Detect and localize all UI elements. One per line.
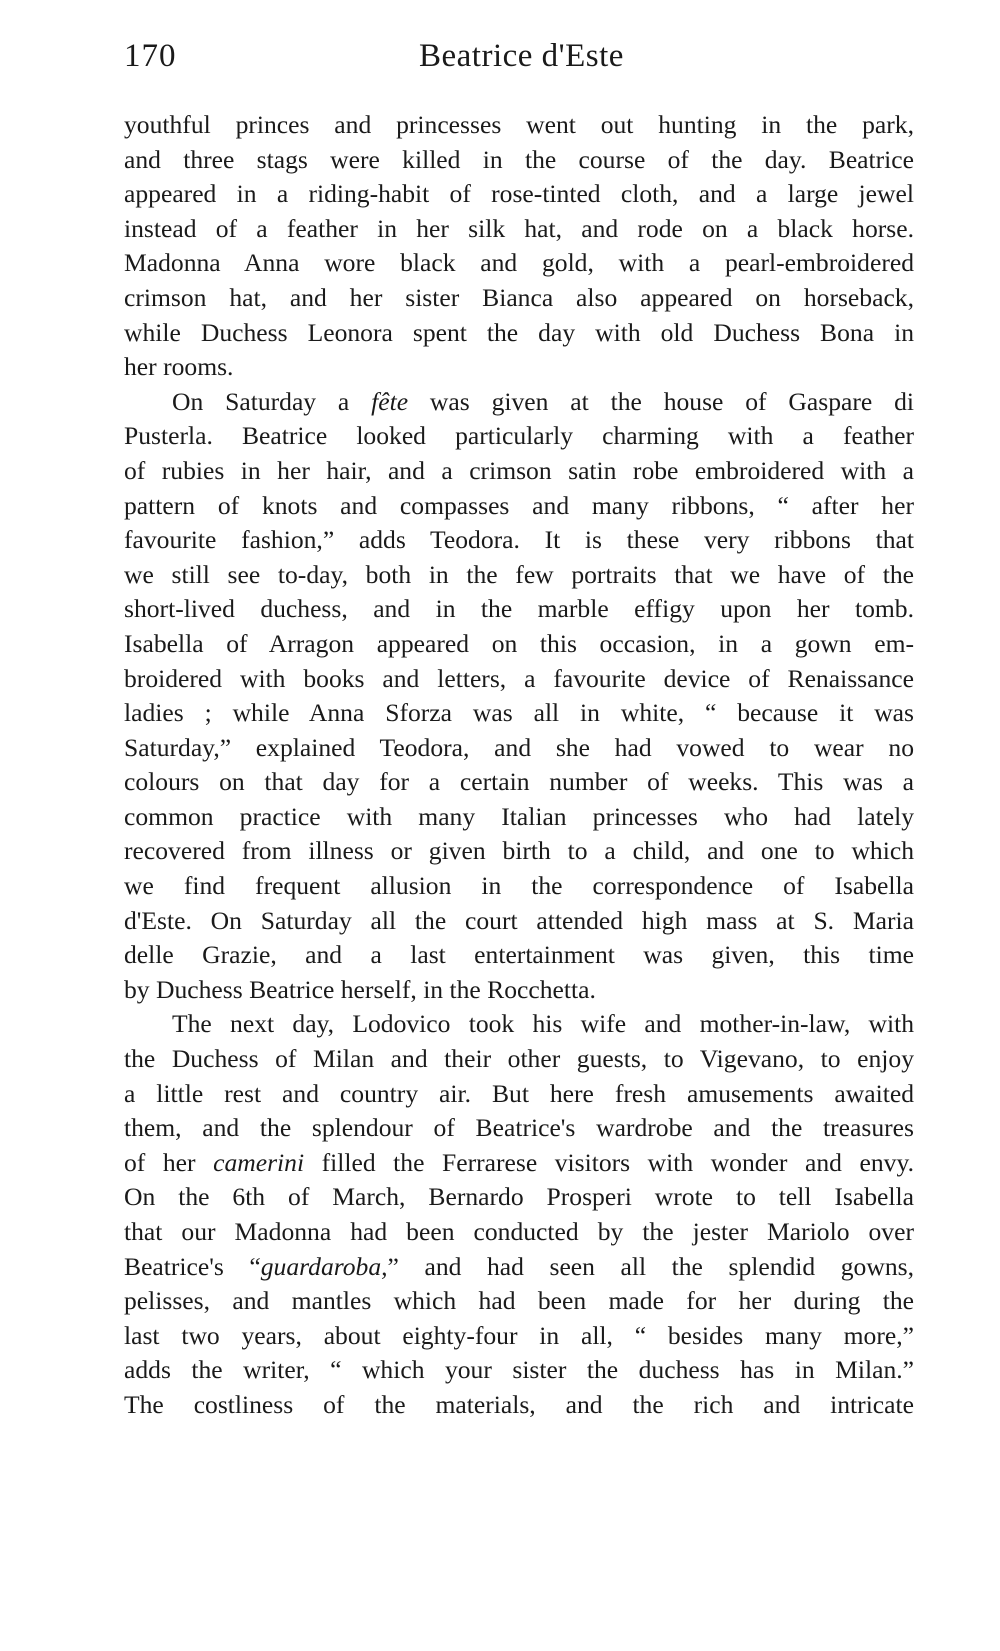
text-line: broidered with books and letters, a favourite device of Renaissance — [124, 663, 914, 693]
text-line: ladies ; while Anna Sforza was all in white, “ because it was — [124, 698, 914, 728]
text-line: appeared in a riding-habit of rose-tinted cloth, and a large jewel — [124, 179, 914, 209]
text-line: recovered from illness or given birth to a child, and one to which — [124, 836, 914, 866]
text-line: The next day, Lodovico took his wife and mother-in-law, with — [172, 1009, 914, 1039]
body-text — [124, 108, 914, 1423]
text-line: last two years, about eighty-four in all, “ besides many more,” — [124, 1320, 914, 1350]
text-line: pelisses, and mantles which had been made for her during the — [124, 1286, 914, 1316]
text-line: of rubies in her hair, and a crimson satin robe embroidered with a — [124, 455, 914, 485]
running-head — [124, 38, 914, 82]
text-line: them, and the splendour of Beatrice's wardrobe and the treasures — [124, 1113, 914, 1143]
text-line: youthful princes and princesses went out hunting in the park, — [124, 110, 914, 139]
text-line: while Duchess Leonora spent the day with old Duchess Bona in — [124, 317, 914, 347]
text-line: Beatrice's “guardaroba,” and had seen all the splendid gowns, — [124, 1251, 914, 1281]
text-line: common practice with many Italian princesses who had lately — [124, 801, 914, 831]
paragraph — [124, 108, 914, 385]
text-line: the Duchess of Milan and their other guests, to Vigevano, to enjoy — [124, 1044, 914, 1074]
text-line: favourite fashion,” adds Teodora. It is these very ribbons that — [124, 525, 914, 555]
text-line: On the 6th of March, Bernardo Prosperi wrote to tell Isabella — [124, 1182, 914, 1212]
text-line: and three stags were killed in the course of the day. Beatrice — [124, 144, 914, 174]
text-line: a little rest and country air. But here fresh amusements awaited — [124, 1078, 914, 1108]
text-line: instead of a feather in her silk hat, and rode on a black horse. — [124, 213, 914, 243]
text-line: crimson hat, and her sister Bianca also appeared on horseback, — [124, 282, 914, 312]
text-line: short-lived duchess, and in the marble effigy upon her tomb. — [124, 594, 914, 624]
paragraph — [124, 385, 914, 1008]
text-line: colours on that day for a certain number of weeks. This was a — [124, 767, 914, 797]
page-number: 170 — [124, 38, 177, 74]
text-line: that our Madonna had been conducted by the jester Mariolo over — [124, 1217, 914, 1246]
text-line: Pusterla. Beatrice looked particularly charming with a feather — [124, 421, 914, 451]
text-line: adds the writer, “ which your sister the duchess has in Milan.” — [124, 1355, 914, 1385]
text-line: her rooms. — [124, 352, 234, 382]
text-line: delle Grazie, and a last entertainment was given, this time — [124, 940, 914, 970]
text-line: by Duchess Beatrice herself, in the Rocchetta. — [124, 974, 596, 1004]
paragraph — [124, 1007, 914, 1422]
text-line: Madonna Anna wore black and gold, with a pearl-embroidered — [124, 248, 914, 278]
text-line: d'Este. On Saturday all the court attended high mass at S. Maria — [124, 905, 914, 935]
text-line: Isabella of Arragon appeared on this occasion, in a gown em- — [124, 628, 914, 658]
text-line: The costliness of the materials, and the rich and intricate — [124, 1389, 914, 1419]
text-line: we find frequent allusion in the correspondence of Isabella — [124, 871, 914, 901]
text-line: of her camerini filled the Ferrarese visitors with wonder and envy. — [124, 1147, 914, 1177]
text-line: we still see to-day, both in the few portraits that we have of the — [124, 559, 914, 589]
text-line: pattern of knots and compasses and many ribbons, “ after her — [124, 490, 914, 520]
running-title: Beatrice d'Este — [419, 38, 624, 74]
text-line: Saturday,” explained Teodora, and she had vowed to wear no — [124, 732, 914, 762]
text-line: On Saturday a fête was given at the house of Gaspare di — [172, 386, 914, 416]
